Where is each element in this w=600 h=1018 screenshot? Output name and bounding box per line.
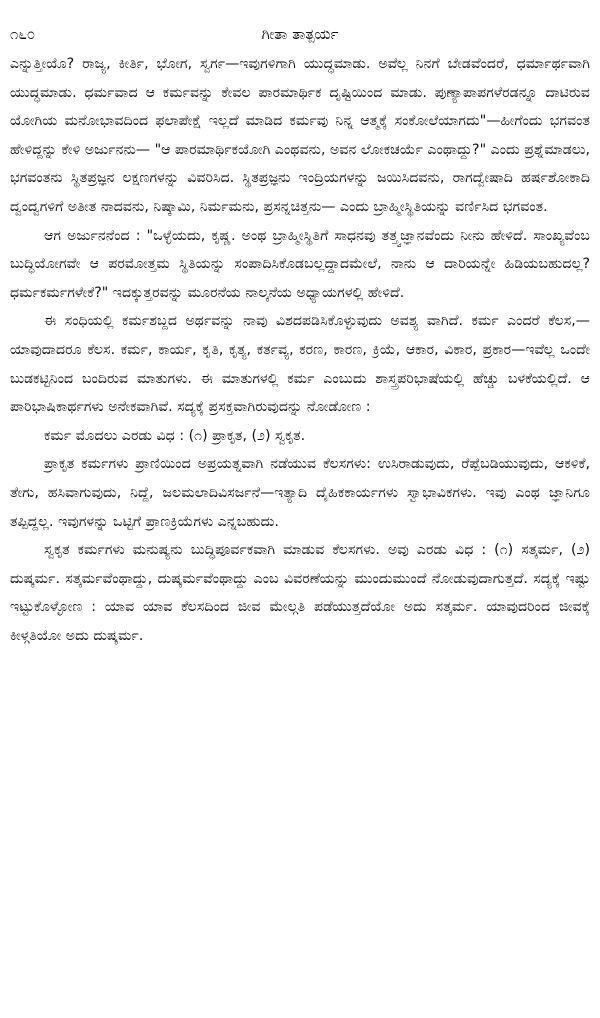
page-number: ೧೬೦ — [10, 25, 36, 43]
running-title: ಗೀತಾ ತಾತ್ಪರ್ಯ — [261, 25, 339, 43]
paragraph-2: ಆಗ ಅರ್ಜುನನೆಂದ : "ಒಳ್ಳೆಯದು, ಕೃಷ್ಣ. ಅಂಥ ಬ್ರಾಹ್ಮೀಸ್ಥಿತಿಗೆ ಸಾಧನವು ತತ್ತ್ವಜ್ಞಾನವೆಂದು ನೀನು ಹೇಳಿದೆ. ಸಾಂಖ್ಯವೆಂಬ ಬುದ್ಧಿಯೋಗವೇ ಆ ಪರಮೋತ್ತಮ ಸ್ಥಿತಿಯನ್ನು ಸಂಪಾದಿಸಿಕೊಡಬಲ್ಲದ್ದಾದಮೇಲೆ, ನಾನು ಆ ದಾರಿಯನ್ನೇ ಹಿಡಿಯಬಹುದಲ್ಲ? ಧರ್ಮಕರ್ಮಗಳೇಕೆ?" ಇದಕ್ಕುತ್ತರವನ್ನು ಮೂರನೆಯ ನಾಲ್ಕನೆಯ ಅಧ್ಯಾಯಗಳಲ್ಲಿ ಹೇಳಿದೆ. — [10, 227, 590, 301]
page-header — [10, 22, 590, 46]
paragraph-6: ಸ್ವಕೃತ ಕರ್ಮಗಳು ಮನುಷ್ಯನು ಬುದ್ಧಿಪೂರ್ವಕವಾಗಿ ಮಾಡುವ ಕೆಲಸಗಳು. ಅವು ಎರಡು ವಿಧ : (೧) ಸತ್ಕರ್ಮ, (೨) ದುಷ್ಕರ್ಮ. ಸತ್ಕರ್ಮವೆಂಥಾದ್ದು, ದುಷ್ಕರ್ಮವೆಂಥಾದ್ದು ಎಂಬ ವಿವರಣೆಯನ್ನು ಮುಂದುಮುಂದೆ ನೋಡುವುದಾಗುತ್ತದೆ. ಸದ್ಯಕ್ಕೆ ಇಷ್ಟು ಇಟ್ಟುಕೊಳ್ಳೋಣ : ಯಾವ ಯಾವ ಕೆಲಸದಿಂದ ಜೀವ ಮೇಲ್ಗತಿ ಪಡೆಯುತ್ತದೆಯೋ ಅದು ಸತ್ಕರ್ಮ. ಯಾವುದರಿಂದ ಜೀವಕ್ಕೆ ಕೀಳ್ಗತಿಯೋ ಅದು ದುಷ್ಕರ್ಮ. — [10, 542, 590, 644]
paragraph-1: ಎನ್ನುತ್ತೀಯೊ? ರಾಜ್ಯ, ಕೀರ್ತಿ, ಭೋಗ, ಸ್ವರ್ಗ—ಇವುಗಳಿಗಾಗಿ ಯುದ್ಧಮಾಡು. ಅವೆಲ್ಲ ನಿನಗೆ ಬೇಡವೆಂದರೆ, ಧರ್ಮಾರ್ಥವಾಗಿ ಯುದ್ಧಮಾಡು. ಧರ್ಮವಾದ ಆ ಕರ್ಮವನ್ನು ಕೇವಲ ಪಾರಮಾರ್ಥಿಕ ದೃಷ್ಟಿಯಿಂದ ಮಾಡು. ಪುಣ್ಯಾಪಾಪಗಳೆರಡನ್ನೂ ದಾಟಿರುವ ಯೋಗಿಯ ಮನೋಭಾವದಿಂದ ಫಲಾಪೇಕ್ಷೆ ಇಲ್ಲದೆ ಮಾಡಿದ ಕರ್ಮವು ನಿನ್ನ ಆತ್ಮಕ್ಕೆ ಸಂಕೋಲೆಯಾಗದು"—ಹೀಗೆಂದು ಭಗವಂತ ಹೇಳಿದ್ದನ್ನು ಕೇಳಿ ಅರ್ಜುನನು— "ಆ ಪಾರಮಾರ್ಥಿಕಯೋಗಿ ಎಂಥವನು, ಅವನ ಲೋಕಚರ್ಯೆ ಎಂಥಾದ್ದು?" ಎಂದು ಪ್ರಶ್ನೆಮಾಡಲು, ಭಗವಂತನು ಸ್ಥಿತಪ್ರಜ್ಞನ ಲಕ್ಷಣಗಳನ್ನು ವಿವರಿಸಿದ. ಸ್ಥಿತಪ್ರಜ್ಞನು ಇಂದ್ರಿಯಗಳನ್ನು ಜಯಿಸಿದವನು, ರಾಗದ್ವೇಷಾದಿ ಹರ್ಷಶೋಕಾದಿ ದ್ವಂದ್ವಗಳಿಗೆ ಅತೀತ ನಾದವನು, ನಿಷ್ಕಾಮಿ, ನಿರ್ಮಮನು, ಪ್ರಸನ್ನಚಿತ್ತನು— ಎಂದು ಬ್ರಾಹ್ಮೀಸ್ಥಿತಿಯನ್ನು ವರ್ಣಿಸಿದ ಭಗವಂತ. — [10, 56, 590, 215]
paragraph-4: ಕರ್ಮ ಮೊದಲು ಎರಡು ವಿಧ : (೧) ಪ್ರಾಕೃತ, (೨) ಸ್ವಕೃತ. — [44, 427, 306, 444]
page-body — [10, 50, 590, 650]
paragraph-3: ಈ ಸಂಧಿಯಲ್ಲಿ ಕರ್ಮಶಬ್ದದ ಅರ್ಥವನ್ನು ನಾವು ವಿಶದಪಡಿಸಿಕೊಳ್ಳುವುದು ಅವಶ್ಯ ವಾಗಿದೆ. ಕರ್ಮ ಎಂದರೆ ಕೆಲಸ,—ಯಾವುದಾದರೂ ಕೆಲಸ. ಕರ್ಮ, ಕಾರ್ಯ, ಕೃತಿ, ಕೃತ್ಯ, ಕರ್ತವ್ಯ, ಕರಣ, ಕಾರಣ, ಕ್ರಿಯೆ, ಆಕಾರ, ವಿಕಾರ, ಪ್ರಕಾರ—ಇವೆಲ್ಲ ಒಂದೇ ಬುಡಕಟ್ಟಿನಿಂದ ಬಂದಿರುವ ಮಾತುಗಳು. ಈ ಮಾತುಗಳಲ್ಲಿ ಕರ್ಮ ಎಂಬುದು ಶಾಸ್ತ್ರಪರಿಭಾಷೆಯಲ್ಲಿ ಹೆಚ್ಚು ಬಳಕೆಯಲ್ಲಿದೆ. ಆ ಪಾರಿಭಾಷಿಕಾರ್ಥಗಳು ಅನೇಕವಾಗಿವೆ. ಸದ್ಯಕ್ಕೆ ಪ್ರಸಕ್ತವಾಗಿರುವುದನ್ನು ನೋಡೋಣ : — [10, 313, 590, 416]
paragraph-5: ಪ್ರಾಕೃತ ಕರ್ಮಗಳು ಪ್ರಾಣಿಯಿಂದ ಅಪ್ರಯತ್ನವಾಗಿ ನಡೆಯುವ ಕೆಲಸಗಳು: ಉಸಿರಾಡುವುದು, ರೆಪ್ಪೆಬಡಿಯುವುದು, ಆಕಳಿಕೆ, ತೇಗು, ಹಸಿವಾಗುವುದು, ನಿದ್ದೆ, ಜಲಮಲಾದಿವಿಸರ್ಜನೆ—ಇತ್ಯಾದಿ ದೈಹಿಕಕಾರ್ಯಗಳು ಸ್ವಾಭಾವಿಕಗಳು. ಇವು ಎಂಥ ಜ್ಞಾನಿಗೂ ತಪ್ಪಿದ್ದಲ್ಲ. ಇವುಗಳನ್ನು ಒಟ್ಟಿಗೆ ಪ್ರಾಣಕ್ರಿಯೆಗಳು ಎನ್ನಬಹುದು. — [10, 456, 590, 530]
